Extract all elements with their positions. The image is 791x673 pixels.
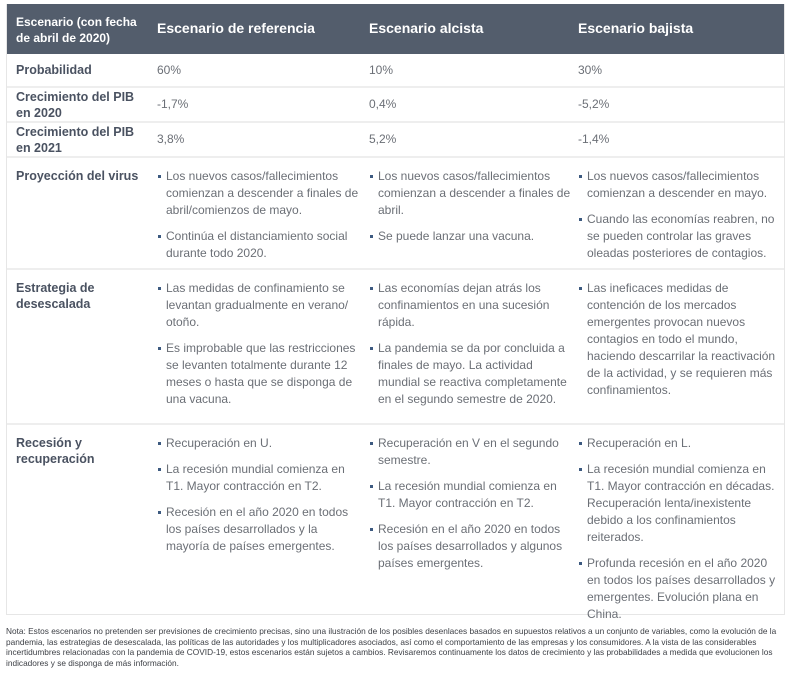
cell-reference: 60% (157, 62, 182, 77)
bullet-text: Recesión en el año 2020 en todos los países desarrollados y algunos países emergentes. (378, 522, 563, 570)
bullet-icon (370, 175, 373, 178)
bullet-item (369, 228, 574, 245)
bullet-icon (579, 175, 582, 178)
bullet-icon (579, 562, 582, 565)
bullet-item (578, 280, 778, 399)
bullet-text: Los nuevos casos/fallecimientos comienzan a descender a finales de abril. (378, 169, 571, 217)
bullet-item (157, 168, 364, 219)
bullet-icon (370, 347, 373, 350)
cell-bullish (364, 158, 574, 268)
table-row-gdp-2021 (7, 123, 784, 158)
bullet-item (578, 435, 778, 452)
bullet-item (369, 435, 574, 469)
bullet-list (157, 168, 364, 262)
cell-bullish (364, 270, 574, 423)
footnote: Nota: Estos escenarios no pretenden ser previsiones de crecimiento precisas, sino una ilustración de los posibles desenlaces basados en supuestos relativos a un conjunto de variables, como la evolución de la pandemia, las estrategias de desescalada, las políticas de las autoridades y los multiplicadores asociados, así como el comportamiento de las empresas y los consumidores. A la vista de las considerables incertidumbres relacionadas con la pandemia de COVID-19, estos escenarios están sujetos a cambios. Revisaremos continuamente los datos de crecimiento y las probabilidades a medida que evolucionen los indicadores y se disponga de más información. (6, 626, 777, 668)
bullet-icon (370, 287, 373, 290)
bullet-item (578, 168, 778, 202)
bullet-text: Cuando las economías reabren, no se pueden controlar las graves oleadas posteriores de contagios. (587, 212, 775, 260)
cell-bearish (574, 425, 784, 621)
bullet-text: Continúa el distanciamiento social durante todo 2020. (166, 229, 348, 260)
bullet-icon (579, 218, 582, 221)
table-row-deescalation-strategy (7, 270, 784, 425)
bullet-item (369, 280, 574, 331)
bullet-item (369, 168, 574, 219)
cell-bullish: 10% (369, 62, 394, 77)
bullet-icon (370, 235, 373, 238)
bullet-list (578, 435, 778, 623)
cell-reference: 3,8% (157, 132, 185, 146)
bullet-icon (158, 175, 161, 178)
row-label: Recesión y recuperación (16, 436, 95, 466)
bullet-item (157, 435, 364, 452)
cell-bullish: 0,4% (369, 97, 397, 111)
bullet-text: Las ineficaces medidas de contención de los mercados emergentes provocan nuevos contagios en todo el mundo, haciendo descarrilar la reactivación de la actividad, y se requieren más confinamientos. (587, 281, 776, 397)
bullet-item (578, 555, 778, 623)
cell-bearish: -1,4% (578, 132, 610, 146)
row-label: Crecimiento del PIB en 2021 (16, 124, 135, 155)
cell-bullish (364, 425, 574, 614)
bullet-text: Las economías dejan atrás los confinamientos en una sucesión rápida. (378, 281, 550, 329)
bullet-text: Las medidas de confinamiento se levantan gradualmente en verano/ otoño. (166, 281, 349, 329)
bullet-icon (158, 442, 161, 445)
bullet-list (578, 280, 778, 399)
bullet-list (578, 168, 778, 262)
bullet-icon (158, 347, 161, 350)
header-bearish-scenario: Escenario bajista (578, 20, 694, 36)
row-label: Proyección del virus (16, 169, 139, 183)
bullet-text: La pandemia se da por concluida a finales de mayo. La actividad mundial se reactiva completamente en el segundo semestre de 2020. (378, 341, 567, 406)
bullet-list (369, 280, 574, 408)
bullet-text: Recuperación en L. (587, 436, 692, 450)
row-label: Crecimiento del PIB en 2020 (16, 89, 135, 120)
bullet-icon (158, 511, 161, 514)
table-row-gdp-2020 (7, 88, 784, 123)
bullet-icon (579, 468, 582, 471)
bullet-text: Recuperación en V en el segundo semestre. (378, 436, 559, 467)
bullet-list (369, 168, 574, 245)
cell-bearish (574, 270, 784, 423)
bullet-item (369, 521, 574, 572)
cell-reference (152, 158, 364, 268)
bullet-item (157, 340, 364, 408)
bullet-icon (370, 485, 373, 488)
scenario-table (6, 4, 785, 621)
bullet-text: Los nuevos casos/fallecimientos comienzan a descender en mayo. (587, 169, 768, 200)
bullet-list (157, 435, 364, 555)
bullet-icon (370, 442, 373, 445)
bullet-text: Es improbable que las restricciones se levanten totalmente durante 12 meses o hasta que se disponga de una vacuna. (166, 341, 356, 406)
bullet-item (578, 461, 778, 546)
bullet-icon (158, 235, 161, 238)
cell-bearish: 30% (578, 62, 603, 77)
bullet-icon (579, 442, 582, 445)
row-label: Probabilidad (16, 63, 92, 77)
bullet-list (157, 280, 364, 408)
bullet-item (157, 461, 364, 495)
cell-reference (152, 425, 364, 614)
row-label: Estrategia de desescalada (16, 281, 95, 311)
bullet-item (369, 340, 574, 408)
bullet-icon (158, 468, 161, 471)
header-scenario-date: Escenario (con fecha de abril de 2020) (16, 15, 137, 45)
cell-reference (152, 270, 364, 423)
cell-reference: -1,7% (157, 97, 189, 111)
table-row-probability (7, 54, 784, 88)
bullet-list (369, 435, 574, 572)
bullet-icon (579, 287, 582, 290)
bullet-text: La recesión mundial comienza en T1. Mayor contracción en T2. (378, 479, 557, 510)
bullet-item (157, 228, 364, 262)
bullet-text: La recesión mundial comienza en T1. Mayor contracción en décadas. Recuperación lenta/inexistente debido a los confinamientos reiterados. (587, 462, 775, 544)
bullet-text: Recuperación en U. (166, 436, 273, 450)
bullet-item (157, 280, 364, 331)
bullet-text: La recesión mundial comienza en T1. Mayor contracción en T2. (166, 462, 345, 493)
bullet-text: Profunda recesión en el año 2020 en todos los países desarrollados y emergentes. Evolución plana en China. (587, 556, 776, 621)
bullet-icon (158, 287, 161, 290)
bullet-item (369, 478, 574, 512)
cell-bullish: 5,2% (369, 132, 397, 146)
bullet-text: Los nuevos casos/fallecimientos comienzan a descender a finales de abril/comienzos de mayo. (166, 169, 359, 217)
bullet-item (578, 211, 778, 262)
header-reference-scenario: Escenario de referencia (157, 20, 315, 36)
cell-bearish (574, 158, 784, 268)
bullet-icon (370, 528, 373, 531)
header-bullish-scenario: Escenario alcista (369, 20, 484, 36)
table-row-virus-projection (7, 158, 784, 270)
bullet-item (157, 504, 364, 555)
table-header-row (7, 4, 784, 54)
cell-bearish: -5,2% (578, 97, 610, 111)
bullet-text: Recesión en el año 2020 en todos los países desarrollados y la mayoría de países emergentes. (166, 505, 349, 553)
table-row-recession-recovery (7, 425, 784, 621)
bullet-text: Se puede lanzar una vacuna. (378, 229, 535, 243)
